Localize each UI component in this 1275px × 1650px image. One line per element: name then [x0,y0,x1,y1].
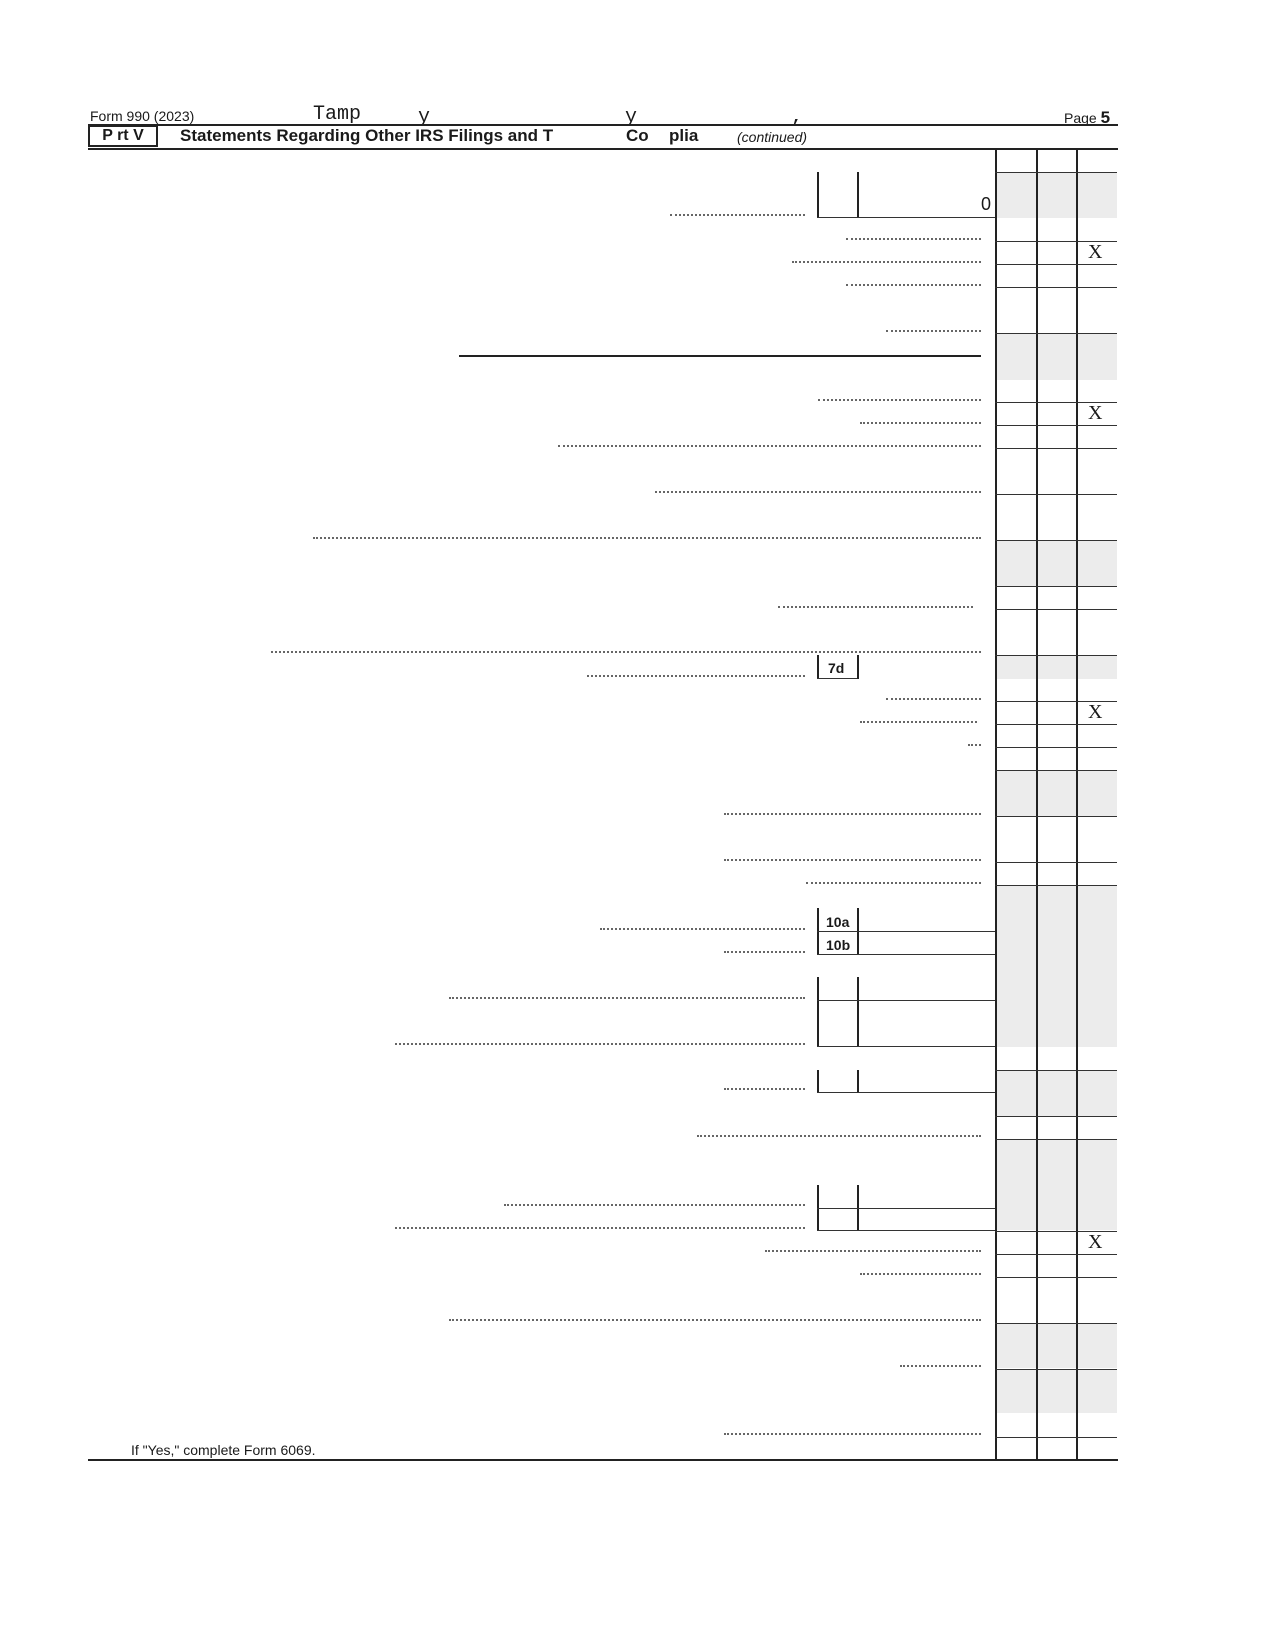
shade-block [996,885,1117,1047]
entry-box-border [817,1208,995,1209]
dot-leader [670,214,805,216]
footer-rule [88,1459,1118,1461]
dot-leader [792,261,981,263]
entry-box-border [817,1070,819,1092]
page-number: 5 [1100,108,1111,127]
continued-note: (continued) [737,129,808,145]
org-name-fragment-2: y [418,106,431,129]
row-rule [995,655,1117,656]
row-rule [995,1139,1117,1140]
dot-leader [697,1135,981,1137]
value-6a[interactable]: 0 [981,194,992,214]
entry-box-border [817,1046,995,1047]
dot-leader [900,1365,981,1367]
dot-leader [504,1204,805,1206]
row-rule [995,1437,1117,1438]
row-rule [995,1369,1117,1370]
entry-box-border [857,655,859,679]
dot-leader [600,928,805,930]
part-title: Statements Regarding Other IRS Filings and T [180,126,554,145]
shade-block [996,1070,1117,1116]
shade-block [996,1324,1117,1368]
org-name-fragment-1: Tamp [313,103,362,126]
entry-box-border [857,1070,859,1092]
part-label: P rt V [88,125,158,147]
dot-leader [313,537,981,539]
row-rule [995,609,1117,610]
dot-leader [724,1433,981,1435]
row-rule [995,425,1117,426]
dot-leader [655,491,981,493]
row-rule [995,172,1117,173]
entry-box-border [857,977,859,1047]
part-title-fragment-2: Co [626,126,649,145]
dot-leader [271,651,981,653]
dot-leader [846,238,981,240]
dot-leader [818,399,981,401]
checkbox-mark[interactable]: X [1088,402,1103,424]
row-rule [995,264,1117,265]
dot-leader [449,1319,981,1321]
row-rule [995,862,1117,863]
dot-leader [587,675,805,677]
part-heading-rule [88,148,1118,150]
entry-box-border [817,655,819,679]
shade-block [996,334,1117,380]
dot-leader [724,813,981,815]
part-title-fragment-3: plia [669,126,699,145]
row-rule [995,540,1117,541]
answer-col-border [1036,150,1038,1460]
dot-leader [558,445,981,447]
answer-col-border [995,150,997,1460]
org-name-fragment-4: , [791,106,804,129]
dot-leader [724,951,805,953]
dot-leader [886,698,981,700]
shade-block [996,1140,1117,1230]
row-rule [995,586,1117,587]
entry-box-border [817,1000,995,1001]
form-label: Form 990 (2023) [90,108,195,124]
entry-box-border [857,172,859,218]
row-rule [995,1323,1117,1324]
entry-box-border [817,1230,995,1231]
shade-block [996,655,1117,679]
row-rule [995,1116,1117,1117]
checkbox-mark[interactable]: X [1088,241,1103,263]
row-rule [995,770,1117,771]
checkbox-mark[interactable]: X [1088,701,1103,723]
entry-box-border [817,678,857,679]
dot-leader [846,284,981,286]
shade-block [996,540,1117,586]
answer-col-border [1076,150,1078,1460]
dot-leader [886,330,981,332]
row-rule [995,747,1117,748]
entry-box-border [817,954,995,955]
dot-leader [724,859,981,861]
dot-leader [778,606,973,608]
shade-block [996,770,1117,816]
dot-leader [860,1273,981,1275]
write-in-line [459,355,981,357]
row-rule [995,816,1117,817]
page-label: Page [1064,110,1097,126]
dot-leader [395,1227,805,1229]
dot-leader [968,744,981,746]
footer-note: If "Yes," complete Form 6069. [131,1442,316,1458]
checkbox-mark[interactable]: X [1088,1231,1103,1253]
entry-box-border [817,217,995,218]
line-10b-label: 10b [826,937,851,953]
row-rule [995,724,1117,725]
entry-box-border [817,1092,995,1093]
line-10a-label: 10a [826,914,850,930]
row-rule [995,287,1117,288]
row-rule [995,1070,1117,1071]
line-7d-label: 7d [828,660,845,676]
entry-box-border [817,172,819,218]
dot-leader [724,1088,805,1090]
entry-box-border [817,977,819,1047]
org-name-fragment-3: y [625,106,638,129]
row-rule [995,494,1117,495]
dot-leader [806,882,981,884]
dot-leader [860,721,977,723]
row-rule [995,1254,1117,1255]
row-rule [995,885,1117,886]
dot-leader [860,422,981,424]
dot-leader [449,997,805,999]
row-rule [995,333,1117,334]
row-rule [995,1277,1117,1278]
row-rule [995,448,1117,449]
shade-block [996,172,1117,218]
shade-block [996,1369,1117,1413]
dot-leader [765,1250,981,1252]
entry-box-border [817,931,995,932]
dot-leader [395,1043,805,1045]
